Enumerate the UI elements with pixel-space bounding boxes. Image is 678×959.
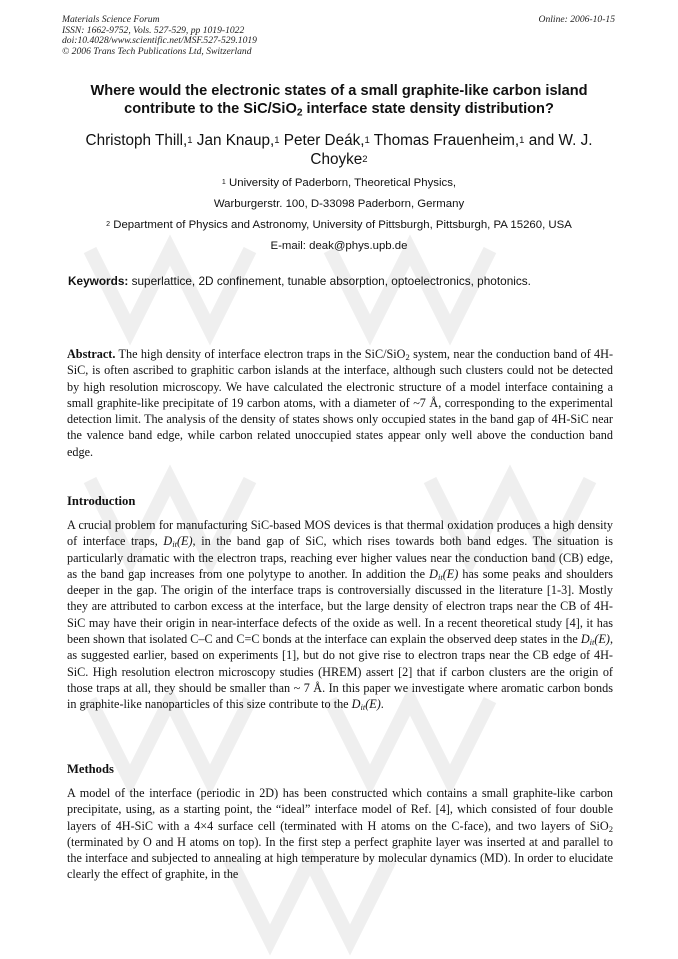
affiliation-text: Department of Physics and Astronomy, University of Pittsburgh, Pittsburgh, PA 15260, USA (110, 219, 572, 231)
abstract-paragraph (67, 346, 613, 460)
abstract-label: Abstract. (67, 347, 116, 361)
methods-paragraph (67, 785, 613, 883)
intro-text: , as suggested earlier, based on experiments [1], but do not give rise to electron traps near the CB edge of 4H-SiC. High resolution electron microscopy studies (HREM) assert [2] that if carbon clusters are the origin of those traps at all, they should be smaller than ~ 7 Å. In this paper we investigate where aromatic carbon bonds in graphite-like nanoparticles of this size contribute to the (67, 632, 613, 712)
dit-arg: (E) (442, 566, 459, 581)
affiliation-1-line-2: Warburgerstr. 100, D-33098 Paderborn, Germany (213, 198, 465, 210)
keywords-line (68, 274, 531, 288)
affiliation-mark: 2 (362, 153, 368, 165)
dit-symbol (581, 632, 610, 646)
author-name: Jan Knaup, (192, 132, 275, 149)
online-date: Online: 2006-10-15 (538, 14, 615, 25)
title-line-1: Where would the electronic states of a small graphite-like carbon island (90, 83, 588, 99)
contact-email: E-mail: deak@phys.upb.de (270, 240, 408, 252)
affiliation-mark: 1 (274, 134, 280, 146)
keywords-text: superlattice, 2D confinement, tunable absorption, optoelectronics, photonics. (128, 274, 531, 288)
abstract-text: The high density of interface electron traps in the SiC/SiO (115, 347, 406, 361)
affiliation-mark: 2 (106, 221, 111, 229)
keywords-label: Keywords: (68, 274, 129, 288)
affiliation-2 (62, 218, 616, 232)
intro-text: A crucial problem for manufacturing SiC-based MOS devices is that thermal oxidation produces a high density of interface traps, (67, 518, 613, 549)
author-name: Peter Deák, (279, 132, 365, 149)
journal-name: Materials Science Forum (62, 14, 160, 25)
dit-arg: (E) (176, 534, 193, 549)
dit-letter: D (351, 697, 361, 712)
methods-heading: Methods (67, 762, 114, 776)
dit-subscript: it (437, 572, 443, 583)
dit-letter: D (163, 534, 173, 549)
affiliation-text: University of Paderborn, Theoretical Physics, (225, 177, 457, 189)
affiliation-mark: 1 (187, 134, 193, 146)
dit-subscript: it (360, 702, 366, 713)
title-line-2 (58, 100, 620, 118)
methods-text: (terminated by O and H atoms on top). In the first step a perfect graphite layer was inserted at and parallel to the interface and subjected to annealing at high temperature by molecular dynamics (MD). In order to elucidate clearly the effect of graphite, in the (67, 834, 613, 882)
dit-letter: D (580, 632, 590, 647)
author-name: and W. J. Choyke (310, 132, 593, 168)
intro-text: , in the band gap of SiC, which rises towards both band edges. The situation is particularly dramatic with the electron traps, reaching ever higher values near the conduction band (CB) edge, as the band gap increases from one polytype to another. In addition the (67, 534, 613, 581)
affiliation-1-line-1 (62, 176, 616, 190)
dit-symbol (429, 567, 458, 581)
abstract-subscript: 2 (405, 352, 410, 363)
abstract-text: system, near the conduction band of 4H-SiC, is often ascribed to graphitic carbon islands at the interface, although such clusters could not be detected by high resolution microscopy. We have calculated the electronic structure of a model interface containing a small graphite-like precipitate of 19 carbon atoms, with a diameter of ~7 Å, corresponding to the experimental detection limit. The analysis of the density of states shows only occupied states in the band gap of 4H-SiC near the valence band edge, while carbon related unoccupied states appear only well above the conduction band edge. (67, 347, 614, 459)
issn-line: ISSN: 1662-9752, Vols. 527-529, pp 1019-1022 (62, 24, 245, 36)
title-text: interface state density distribution? (302, 101, 554, 117)
doi-line: doi:10.4028/www.scientific.net/MSF.527-529.1019 (62, 35, 257, 46)
intro-text: has some peaks and shoulders deeper in the gap. The origin of the interface traps is controversially discussed in the literature [1-3]. Mostly they are attributed to carbon excess at the interface, but the large density of electron traps near the CB of 4H-SiC may have their origin in near-interface defects of the oxide as well. In a recent theoretical study [4], it has been shown that isolated C–C and C=C bonds at the interface can explain the observed deep states in the (67, 566, 613, 647)
author-list (62, 131, 616, 169)
affiliation-mark: 1 (519, 134, 525, 146)
dit-symbol (163, 534, 192, 548)
title-text: contribute to the SiC/SiO (124, 101, 297, 117)
intro-text: . (380, 697, 384, 712)
dit-arg: (E) (365, 697, 381, 712)
copyright-line: © 2006 Trans Tech Publications Ltd, Switzerland (62, 45, 252, 57)
dit-arg: (E) (594, 632, 610, 647)
dit-symbol (352, 697, 381, 711)
author-name: Thomas Frauenheim, (369, 132, 520, 149)
title-subscript: 2 (296, 107, 303, 119)
author-name: Christoph Thill, (85, 132, 188, 149)
affiliation-mark: 1 (221, 179, 226, 187)
paper-title (58, 82, 620, 118)
dit-subscript: it (589, 637, 595, 648)
dit-letter: D (429, 566, 438, 581)
dit-subscript: it (172, 539, 177, 550)
introduction-heading: Introduction (67, 494, 136, 508)
introduction-paragraph (67, 517, 613, 713)
methods-text: A model of the interface (periodic in 2D) has been constructed which contains a small graphite-like carbon precipitate, using, as a starting point, the “ideal” interface model of Ref. [4], which consisted of four double layers of 4H-SiC with a 4×4 surface cell (terminated with H atoms on the C-face), and two layers of SiO (67, 786, 613, 833)
affiliation-mark: 1 (364, 134, 370, 146)
methods-subscript: 2 (608, 823, 613, 834)
journal-header (62, 15, 257, 57)
